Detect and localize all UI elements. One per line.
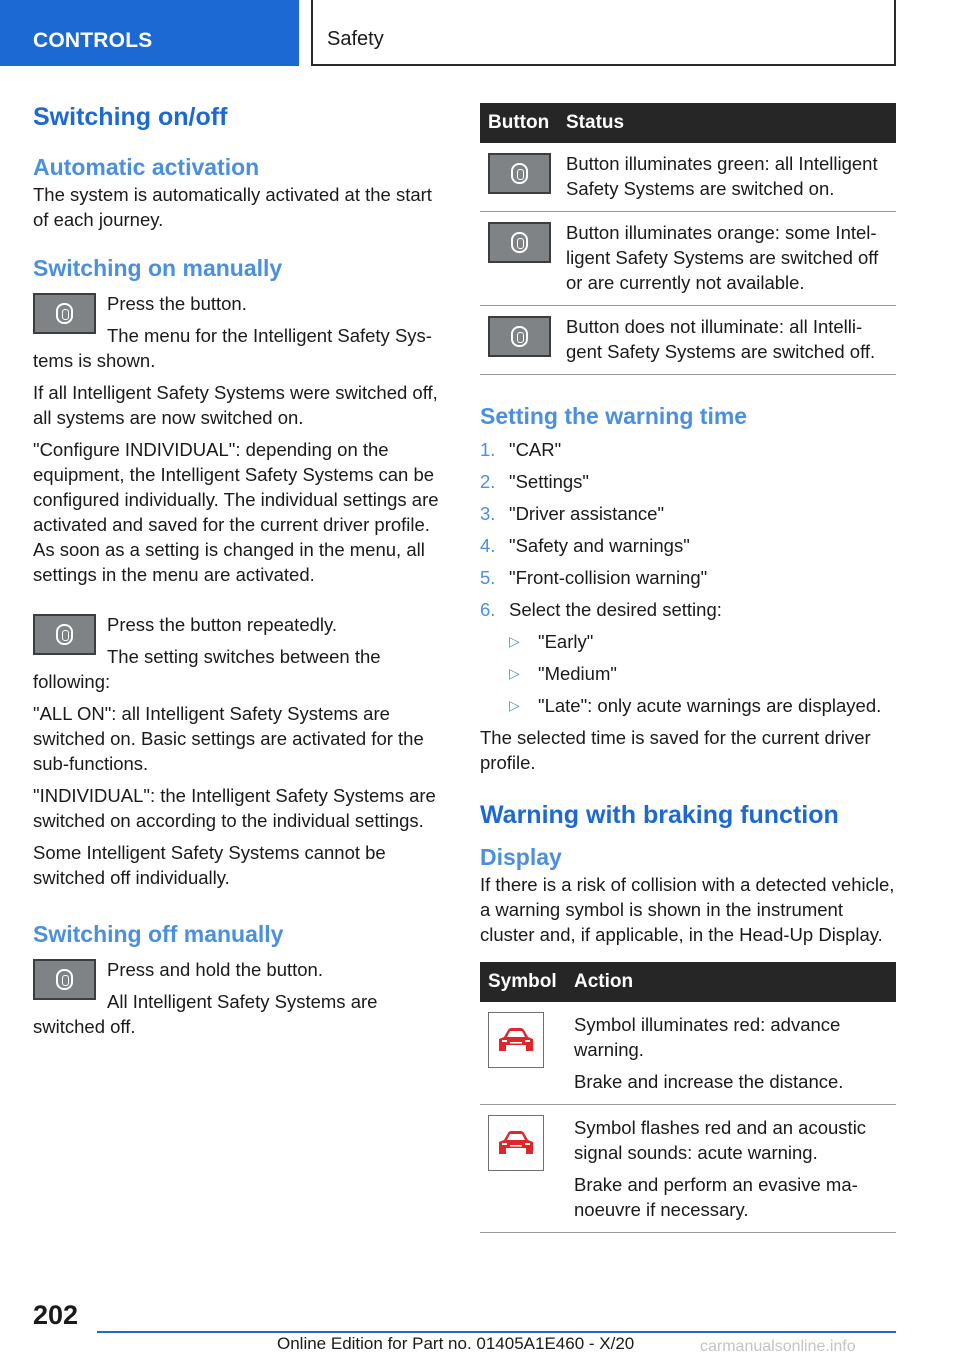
list-item: 6. Select the desired setting: bbox=[480, 599, 722, 620]
triangle-bullet-icon: ▷ bbox=[509, 665, 520, 681]
list-item: 4. "Safety and warnings" bbox=[480, 535, 690, 556]
heading-display: Display bbox=[480, 844, 562, 870]
paragraph: If all Intelligent Safety Systems were switched off, all systems are now switched on. bbox=[33, 382, 438, 428]
status-cell: Button does not illuminate: all Intelligent Safety Systems are switched off. bbox=[566, 306, 896, 375]
status-cell: Button illuminates orange: some Intelligent Safety Systems are switched off or are currently not available. bbox=[566, 212, 896, 306]
paragraph: The selected time is saved for the current driver profile. bbox=[480, 727, 871, 773]
column-header-action: Action bbox=[574, 962, 896, 1002]
column-header-status: Status bbox=[566, 103, 896, 143]
warning-time-options bbox=[509, 629, 896, 718]
heading-switching-off-manually: Switching off manually bbox=[33, 921, 284, 947]
paragraph: "ALL ON": all Intelligent Safety Systems are switched on. Basic settings are activated for the sub-functions. bbox=[33, 703, 424, 774]
intelligent-safety-button-icon bbox=[488, 222, 551, 263]
section-label: CONTROLS bbox=[33, 29, 153, 52]
front-collision-warning-car-icon bbox=[488, 1012, 544, 1068]
list-item: 3. "Driver assistance" bbox=[480, 503, 665, 524]
automatic-activation-text: The system is automatically activated at the start of each journey. bbox=[33, 184, 432, 230]
display-text: If there is a risk of collision with a detected vehicle, a warning symbol is shown in the instrument cluster and, if applicable, in the Head-Up Display. bbox=[480, 874, 895, 945]
column-header-button: Button bbox=[480, 103, 566, 143]
right-column bbox=[480, 103, 896, 1233]
intelligent-safety-button-icon bbox=[33, 959, 96, 1000]
list-item: ▷ "Late": only acute warnings are displayed. bbox=[509, 695, 882, 716]
instruction-press-and-hold: Press and hold the button. All Intelligent Safety Systems are switched off. bbox=[33, 959, 378, 1037]
intelligent-safety-button-icon bbox=[488, 153, 551, 194]
list-item: 2. "Settings" bbox=[480, 471, 589, 492]
triangle-bullet-icon: ▷ bbox=[509, 697, 520, 713]
button-status-table bbox=[480, 103, 896, 375]
watermark: carmanualsonline.info bbox=[700, 1338, 856, 1355]
symbol-action-table bbox=[480, 962, 896, 1233]
column-header-symbol: Symbol bbox=[480, 962, 574, 1002]
section-title: Switching on/off bbox=[33, 103, 228, 131]
heading-automatic-activation: Automatic activation bbox=[33, 154, 260, 180]
paragraph: "Configure INDIVIDUAL": depending on the equipment, the Intelligent Safety Systems can be configured individually. The individual settings are activated and saved for the current driver profile. As soon as a setting is changed in the menu, all settings in the menu are activated. bbox=[33, 439, 439, 585]
table-row bbox=[480, 212, 896, 306]
action-cell: Symbol illuminates red: advance warning. Brake and increase the distance. bbox=[574, 1002, 896, 1105]
table-row bbox=[480, 143, 896, 212]
status-cell: Button illuminates green: all Intelligent Safety Systems are switched on. bbox=[566, 143, 896, 212]
instruction-press-button: Press the button. The menu for the Intelligent Safety Systems is shown. bbox=[33, 293, 432, 371]
table-header-row bbox=[480, 103, 896, 143]
instruction-press-repeatedly: Press the button repeatedly. The setting switches between the following: bbox=[33, 614, 381, 692]
footer-divider bbox=[97, 1331, 896, 1333]
table-row bbox=[480, 306, 896, 375]
page-header bbox=[0, 0, 960, 66]
table-row bbox=[480, 1105, 896, 1233]
list-item: ▷ "Medium" bbox=[509, 663, 617, 684]
front-collision-warning-car-icon bbox=[488, 1115, 544, 1171]
heading-warning-with-braking: Warning with braking function bbox=[480, 801, 839, 829]
paragraph: Some Intelligent Safety Systems cannot be switched off individually. bbox=[33, 842, 386, 888]
intelligent-safety-button-icon bbox=[488, 316, 551, 357]
triangle-bullet-icon: ▷ bbox=[509, 633, 520, 649]
heading-setting-warning-time: Setting the warning time bbox=[480, 403, 748, 429]
chapter-tab bbox=[311, 0, 896, 66]
list-item: 5. "Front-collision warning" bbox=[480, 567, 708, 588]
section-tab bbox=[0, 0, 299, 66]
warning-time-steps bbox=[480, 437, 896, 622]
left-column bbox=[33, 100, 449, 1046]
list-item: ▷ "Early" bbox=[509, 631, 594, 652]
paragraph: "INDIVIDUAL": the Intelligent Safety Systems are switched on according to the individual settings. bbox=[33, 785, 436, 831]
edition-text: Online Edition for Part no. 01405A1E460 - X/20 bbox=[277, 1334, 635, 1353]
intelligent-safety-button-icon bbox=[33, 614, 96, 655]
list-item: 1. "CAR" bbox=[480, 439, 562, 460]
action-cell: Symbol flashes red and an acoustic signal sounds: acute warning. Brake and perform an evasive manoeuvre if necessary. bbox=[574, 1105, 896, 1233]
intelligent-safety-button-icon bbox=[33, 293, 96, 334]
table-header-row bbox=[480, 962, 896, 1002]
table-row bbox=[480, 1002, 896, 1105]
heading-switching-on-manually: Switching on manually bbox=[33, 255, 283, 281]
page-number: 202 bbox=[33, 1300, 79, 1330]
chapter-label: Safety bbox=[327, 28, 384, 50]
